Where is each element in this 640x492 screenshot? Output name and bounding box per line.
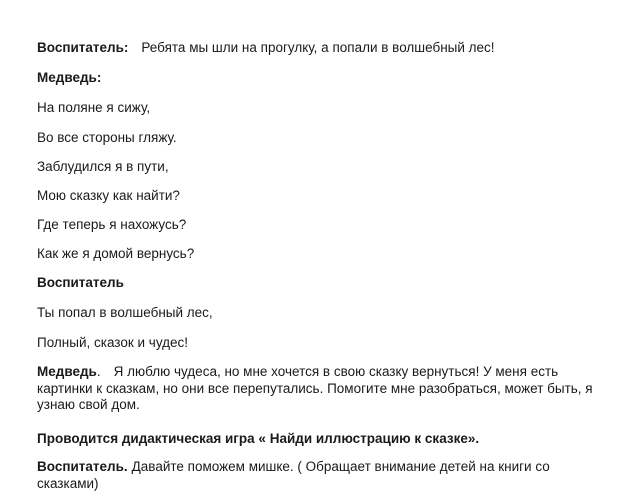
teacher-paragraph (37, 459, 597, 492)
line-teacher-intro (37, 40, 495, 56)
poem-line: Полный, сказок и чудес! (37, 335, 189, 350)
speaker-punct: . (96, 364, 101, 379)
poem-line: Заблудился я в пути, (37, 159, 169, 174)
speaker-label: Воспитатель. (37, 459, 128, 474)
paragraph-text: Давайте поможем мишке. ( Обращает внимание детей на книги со сказками) (37, 459, 550, 491)
game-heading: Проводится дидактическая игра « Найди иллюстрацию к сказке». (37, 431, 480, 446)
speaker-heading-bear: Медведь: (37, 70, 102, 85)
speaker-label: Воспитатель: (37, 40, 129, 55)
line-text: Ребята мы шли на прогулку, а попали в волшебный лес! (141, 40, 495, 55)
poem-line: На поляне я сижу, (37, 100, 151, 115)
speaker-label: Медведь (37, 364, 97, 379)
poem-line: Мою сказку как найти? (37, 188, 180, 203)
speaker-heading-teacher: Воспитатель (37, 275, 124, 290)
bear-paragraph (37, 364, 597, 414)
poem-line: Ты попал в волшебный лес, (37, 305, 213, 320)
paragraph-text: Я люблю чудеса, но мне хочется в свою сказку вернуться! У меня есть картинки к сказкам, но они все перепутались. Помогите мне разобраться, может быть, я узнаю свой дом. (37, 364, 593, 412)
poem-line: Как же я домой вернусь? (37, 246, 195, 261)
poem-line: Во все стороны гляжу. (37, 130, 177, 145)
poem-line: Где теперь я нахожусь? (37, 217, 187, 232)
